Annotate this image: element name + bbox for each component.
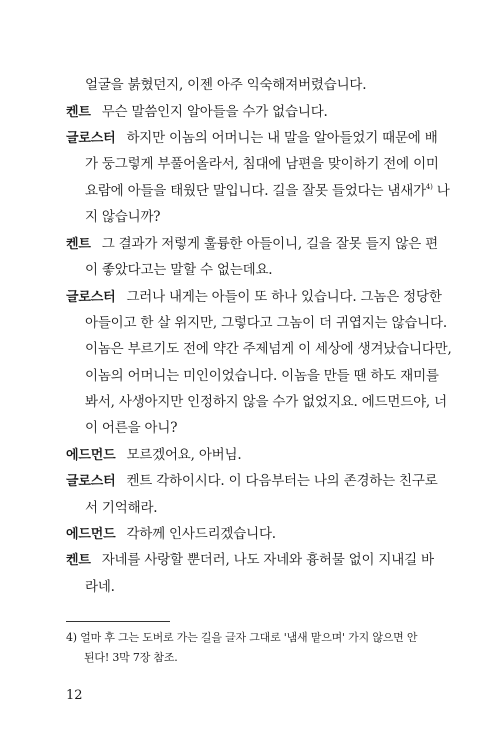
footnote-text: 된다! 3막 7장 참조. bbox=[84, 651, 178, 664]
footnote-line bbox=[66, 631, 417, 645]
text: 이놈의 어머니는 미인이었습니다. 이놈을 만들 땐 하도 재미를 bbox=[85, 368, 439, 384]
dialogue-line bbox=[66, 551, 434, 570]
text: 서 기억해라. bbox=[85, 500, 158, 516]
speaker-name: 에드먼드 bbox=[66, 448, 116, 463]
page-number: 12 bbox=[66, 688, 83, 703]
text: 가 둥그렇게 부풀어올라서, 침대에 남편을 맞이하기 전에 이미 bbox=[85, 156, 439, 172]
text-line bbox=[85, 578, 115, 596]
dialogue-text: 모르겠어요, 아버님. bbox=[126, 447, 242, 463]
text: 얼굴을 붉혔던지, 이젠 아주 익숙해져버렸습니다. bbox=[85, 77, 367, 93]
dialogue-line bbox=[66, 525, 276, 544]
speaker-name: 켄트 bbox=[66, 237, 91, 252]
speaker-name: 글로스터 bbox=[66, 290, 116, 305]
text: 아들이고 한 살 위지만, 그렇다고 그놈이 더 귀엽지는 않습니다. bbox=[85, 315, 447, 331]
text: 봐서, 사생아지만 인정하지 않을 수가 없었지요. 에드먼드야, 너 bbox=[85, 394, 447, 410]
dialogue-text: 자네를 사랑할 뿐더러, 나도 자네와 흉허물 없이 지내길 바 bbox=[101, 552, 434, 568]
footnote-marker: 4) bbox=[425, 183, 433, 191]
text-line bbox=[85, 340, 452, 358]
text: 요람에 아들을 태웠단 말입니다. 길을 잘못 들었다는 냄새가 bbox=[85, 183, 426, 199]
text-line bbox=[85, 208, 160, 226]
dialogue-line bbox=[66, 103, 328, 122]
text-line bbox=[85, 261, 272, 279]
dialogue-text: 무슨 말씀인지 알아들을 수가 없습니다. bbox=[101, 104, 328, 120]
dialogue-line bbox=[66, 129, 438, 148]
text-line bbox=[85, 499, 157, 517]
dialogue-line bbox=[66, 288, 442, 307]
speaker-name: 에드먼드 bbox=[66, 527, 116, 542]
text: 라네. bbox=[85, 579, 115, 595]
dialogue-text: 그 결과가 저렇게 훌륭한 아들이니, 길을 잘못 들지 않은 편 bbox=[101, 236, 438, 252]
footnote-divider bbox=[66, 621, 170, 622]
speaker-name: 글로스터 bbox=[66, 131, 116, 146]
text-line bbox=[85, 419, 177, 437]
dialogue-text: 켄트 각하이시다. 이 다음부터는 나의 존경하는 친구로 bbox=[126, 473, 438, 489]
text-line bbox=[85, 76, 366, 94]
text-line bbox=[85, 393, 447, 411]
text-line bbox=[85, 367, 439, 385]
text: 이놈은 부르기도 전에 약간 주제넘게 이 세상에 생겨났습니다만, bbox=[85, 341, 452, 357]
dialogue-line bbox=[66, 235, 438, 254]
dialogue-text: 각하께 인사드리겠습니다. bbox=[126, 526, 276, 542]
speaker-name: 켄트 bbox=[66, 553, 91, 568]
text: 이 좋았다고는 말할 수 없는데요. bbox=[85, 262, 273, 278]
text: 나 bbox=[432, 183, 450, 199]
dialogue-text: 그러나 내게는 아들이 또 하나 있습니다. 그놈은 정당한 bbox=[126, 289, 442, 305]
footnote-text: 4) 얼마 후 그는 도버로 가는 길을 글자 그대로 '냄새 맡으며' 가지 않으면 안 bbox=[66, 631, 418, 644]
text-line bbox=[85, 314, 447, 332]
dialogue-line bbox=[66, 472, 438, 491]
footnote-line bbox=[84, 651, 178, 665]
text: 이 어른을 아니? bbox=[85, 420, 178, 436]
dialogue-text: 하지만 이놈의 어머니는 내 말을 알아들었기 때문에 배 bbox=[126, 130, 438, 146]
speaker-name: 켄트 bbox=[66, 105, 91, 120]
dialogue-line bbox=[66, 446, 241, 465]
text: 지 않습니까? bbox=[85, 209, 161, 225]
speaker-name: 글로스터 bbox=[66, 474, 116, 489]
text-line bbox=[85, 182, 450, 200]
text-line bbox=[85, 155, 439, 173]
